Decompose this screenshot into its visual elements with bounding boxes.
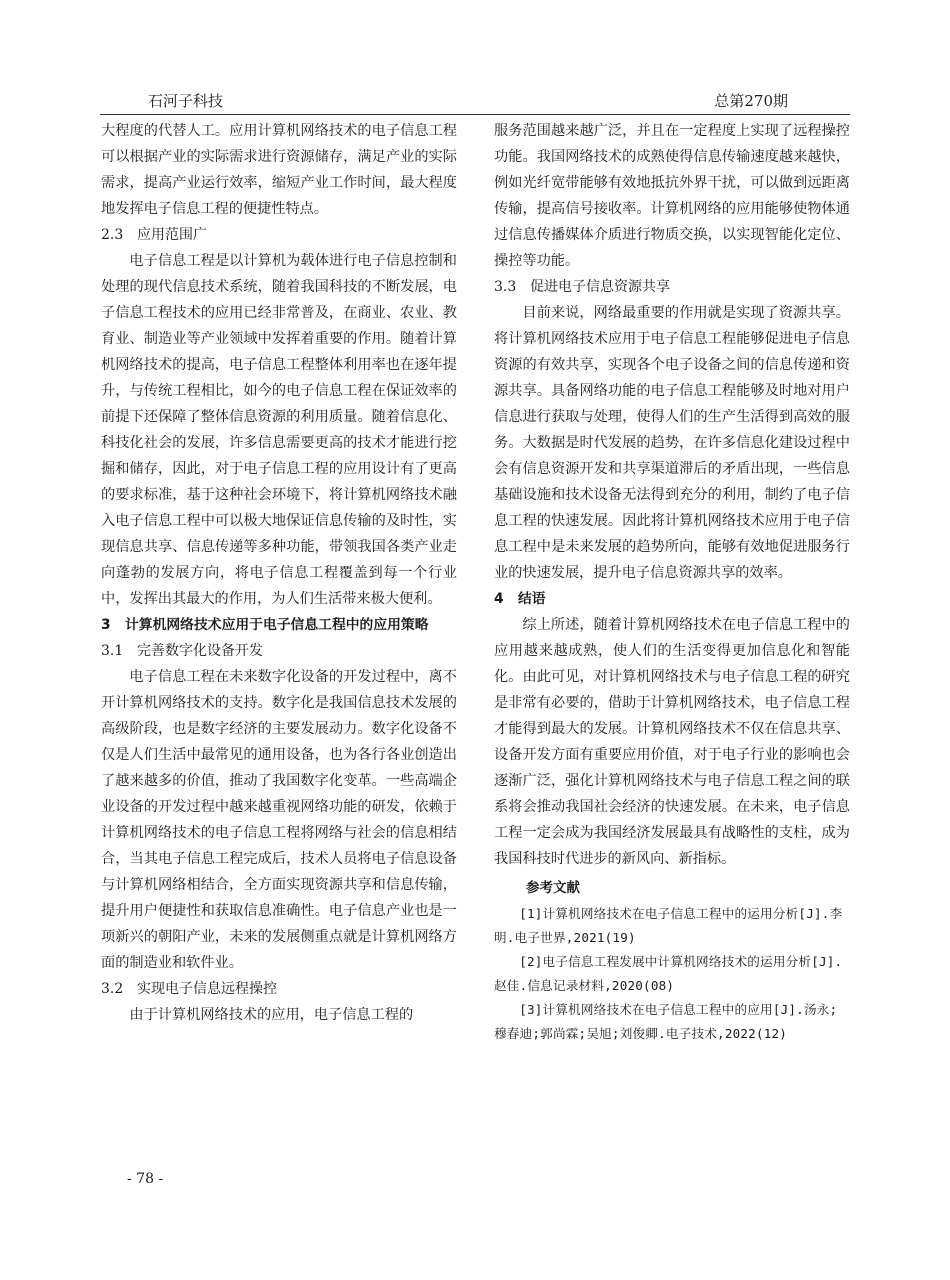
issue-number: 总第270期 (714, 92, 788, 110)
paragraph: 由于计算机网络技术的应用，电子信息工程的 (129, 1007, 414, 1023)
section-heading-3-3 (494, 274, 850, 300)
reference-item: [2]电子信息工程发展中计算机网络技术的运用分析[J].赵佳.信息记录材料,2020(08) (494, 954, 843, 993)
page-number: - 78 - (127, 1171, 164, 1187)
paragraph: 目前来说，网络最重要的作用就是实现了资源共享。将计算机网络技术应用于电子信息工程能够促进电子信息资源的有效共享，实现各个电子设备之间的信息传递和资源共享。具备网络功能的电子信息工程能够及时地对用户信息进行获取与处理，使得人们的生产生活得到高效的服务。大数据是时代发展的趋势，在许多信息化建设过程中会有信息资源开发和共享渠道滞后的矛盾出现，一些信息基础设施和技术设备无法得到充分的利用，制约了电子信息工程的快速发展。因此将计算机网络技术应用于电子信息工程中是未来发展的趋势所向，能够有效地促进服务行业的快速发展，提升电子信息资源共享的效率。 (494, 305, 850, 581)
running-header (100, 88, 850, 115)
section-heading-3-1 (101, 638, 457, 664)
section-title: 计算机网络技术应用于电子信息工程中的应用策略 (125, 617, 429, 633)
section-heading-4 (494, 586, 850, 612)
section-number: 4 (494, 591, 504, 607)
reference-item: [3]计算机网络技术在电子信息工程中的应用[J].汤永;穆春迪;郭尚霖;吴旭;刘俊卿.电子技术,2022(12) (494, 1002, 838, 1041)
section-heading-3-2 (101, 976, 457, 1002)
section-number: 3 (101, 617, 111, 633)
paragraph: 电子信息工程是以计算机为载体进行电子信息控制和处理的现代信息技术系统，随着我国科技的不断发展，电子信息工程技术的应用已经非常普及，在商业、农业、教育业、制造业等产业领域中发挥着重要的作用。随着计算机网络技术的提高，电子信息工程整体利用率也在逐年提升，与传统工程相比，如今的电子信息工程在保证效率的前提下还保障了整体信息资源的利用质量。随着信息化、科技化社会的发展，许多信息需要更高的技术才能进行挖掘和储存，因此，对于电子信息工程的应用设计有了更高的要求标准，基于这种社会环境下，将计算机网络技术融入电子信息工程中可以极大地保证信息传输的及时性，实现信息共享、信息传递等多种功能，带领我国各类产业走向蓬勃的发展方向，将电子信息工程覆盖到每一个行业中，发挥出其最大的作用，为人们生活带来极大便利。 (101, 253, 457, 607)
section-title: 结语 (518, 591, 546, 607)
section-number: 3.1 (101, 643, 124, 659)
section-title: 实现电子信息远程操控 (137, 981, 277, 997)
section-title: 完善数字化设备开发 (137, 643, 263, 659)
section-heading-3 (101, 612, 457, 638)
section-heading-2-3 (101, 222, 457, 248)
section-title: 应用范围广 (137, 227, 207, 243)
paragraph: 综上所述，随着计算机网络技术在电子信息工程中的应用越来越成熟，使人们的生活变得更加信息化和智能化。由此可见，对计算机网络技术与电子信息工程的研究是非常有必要的，借助于计算机网络技术，电子信息工程才能得到最大的发展。计算机网络技术不仅在信息共享、设备开发方面有重要应用价值，对于电子行业的影响也会逐渐广泛，强化计算机网络技术与电子信息工程之间的联系将会推动我国社会经济的快速发展。在未来，电子信息工程一定会成为我国经济发展最具有战略性的支柱，成为我国科技时代进步的新风向、新指标。 (494, 617, 850, 867)
right-column (494, 118, 850, 1046)
paragraph: 服务范围越来越广泛，并且在一定程度上实现了远程操控功能。我国网络技术的成熟使得信息传输速度越来越快，例如光纤宽带能够有效地抵抗外界干扰，可以做到远距离传输，提高信号接收率。计算机网络的应用能够使物体通过信息传播媒体介质进行物质交换，以实现智能化定位、操控等功能。 (494, 123, 850, 269)
paragraph: 电子信息工程在未来数字化设备的开发过程中，离不开计算机网络技术的支持。数字化是我国信息技术发展的高级阶段，也是数字经济的主要发展动力。数字化设备不仅是人们生活中最常见的通用设备，也为各行各业创造出了越来越多的价值，推动了我国数字化变革。一些高端企业设备的开发过程中越来越重视网络功能的研发，依赖于计算机网络技术的电子信息工程将网络与社会的信息相结合，当其电子信息工程完成后，技术人员将电子信息设备与计算机网络相结合，全方面实现资源共享和信息传输，提升用户便捷性和获取信息准确性。电子信息产业也是一项新兴的朝阳产业，未来的发展侧重点就是计算机网络方面的制造业和软件业。 (101, 669, 457, 971)
references-title: 参考文献 (526, 880, 580, 896)
section-number: 2.3 (101, 227, 124, 243)
paragraph: 大程度的代替人工。应用计算机网络技术的电子信息工程可以根据产业的实际需求进行资源储存，满足产业的实际需求，提高产业运行效率，缩短产业工作时间，最大程度地发挥电子信息工程的便捷性特点。 (101, 123, 457, 217)
section-number: 3.3 (494, 279, 517, 295)
section-number: 3.2 (101, 981, 124, 997)
reference-item: [1]计算机网络技术在电子信息工程中的运用分析[J].李明.电子世界,2021(19) (494, 906, 843, 945)
left-column (101, 118, 457, 1028)
journal-name: 石河子科技 (148, 92, 224, 110)
section-title: 促进电子信息资源共享 (530, 279, 670, 295)
